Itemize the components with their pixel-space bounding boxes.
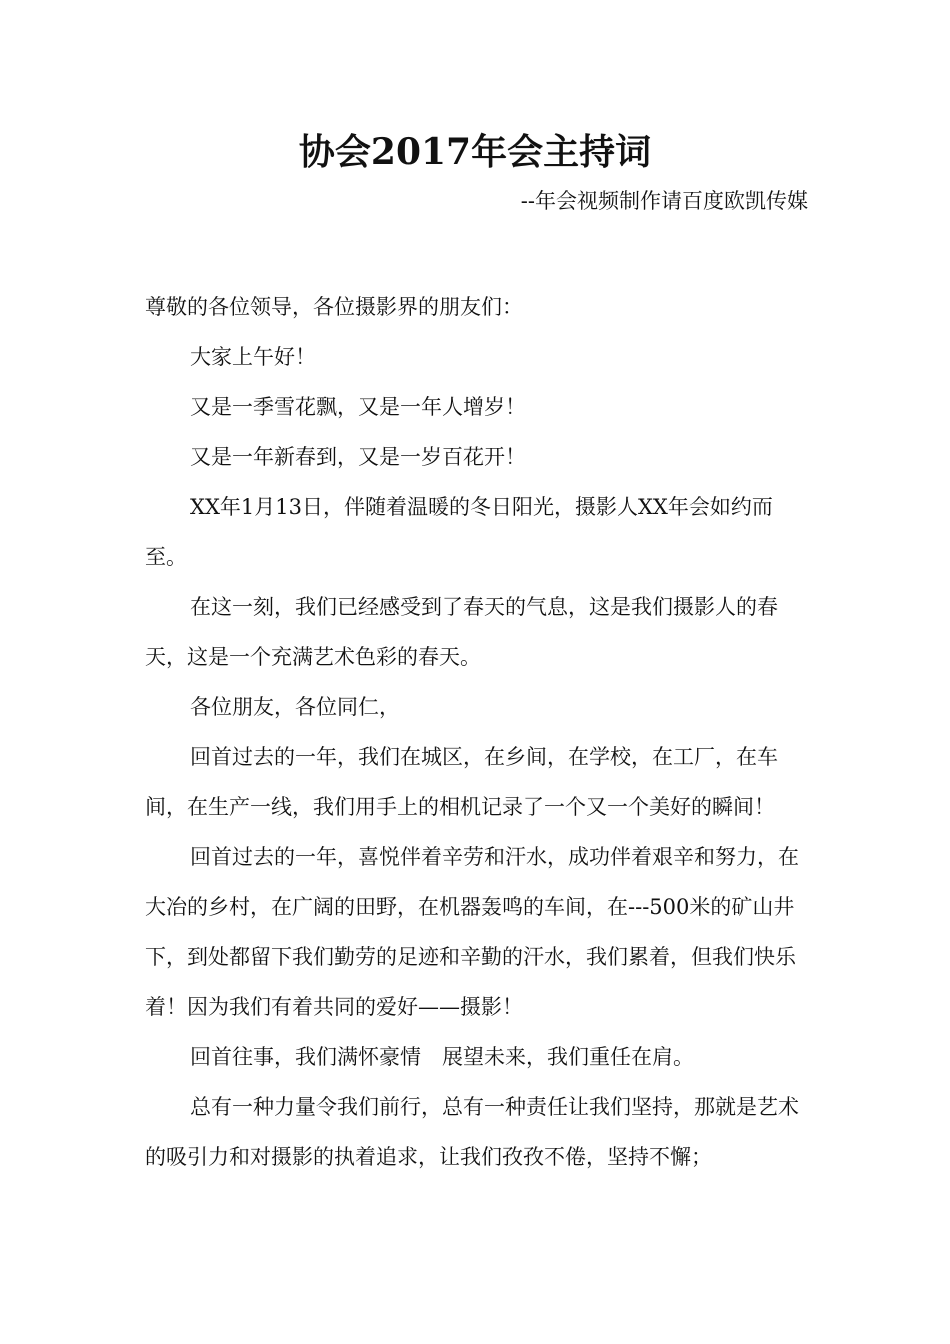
body-paragraph: 在这一刻，我们已经感受到了春天的气息，这是我们摄影人的春天，这是一个充满艺术色彩的春天。 [145, 595, 778, 669]
body-paragraph: 回首往事，我们满怀豪情 展望未来，我们重任在肩。 [190, 1045, 694, 1069]
body-paragraph: 总有一种力量令我们前行，总有一种责任让我们坚持，那就是艺术的吸引力和对摄影的执着追求，让我们孜孜不倦，坚持不懈； [145, 1095, 799, 1169]
body-paragraph: 又是一年新春到，又是一岁百花开！ [190, 445, 526, 469]
body-paragraph: 回首过去的一年，喜悦伴着辛劳和汗水，成功伴着艰辛和努力，在大冶的乡村，在广阔的田野，在机器轰鸣的车间，在---500米的矿山井下，到处都留下我们勤劳的足迹和辛勤的汗水，我们累着，但我们快乐着！因为我们有着共同的爱好——摄影！ [145, 845, 799, 1019]
document-title: 协会2017年会主持词 [298, 131, 652, 173]
body-paragraph: XX年1月13日，伴随着温暖的冬日阳光，摄影人XX年会如约而至。 [145, 495, 773, 569]
document-body [145, 282, 809, 1182]
body-paragraph: 又是一季雪花飘，又是一年人增岁！ [190, 395, 526, 419]
salutation-paragraph: 尊敬的各位领导，各位摄影界的朋友们： [145, 295, 523, 319]
body-paragraph: 各位朋友，各位同仁， [190, 695, 400, 719]
document-subtitle: --年会视频制作请百度欧凯传媒 [520, 189, 808, 213]
body-paragraph: 回首过去的一年，我们在城区，在乡间，在学校，在工厂，在车间，在生产一线，我们用手上的相机记录了一个又一个美好的瞬间！ [145, 745, 778, 819]
body-paragraph: 大家上午好！ [190, 345, 316, 369]
